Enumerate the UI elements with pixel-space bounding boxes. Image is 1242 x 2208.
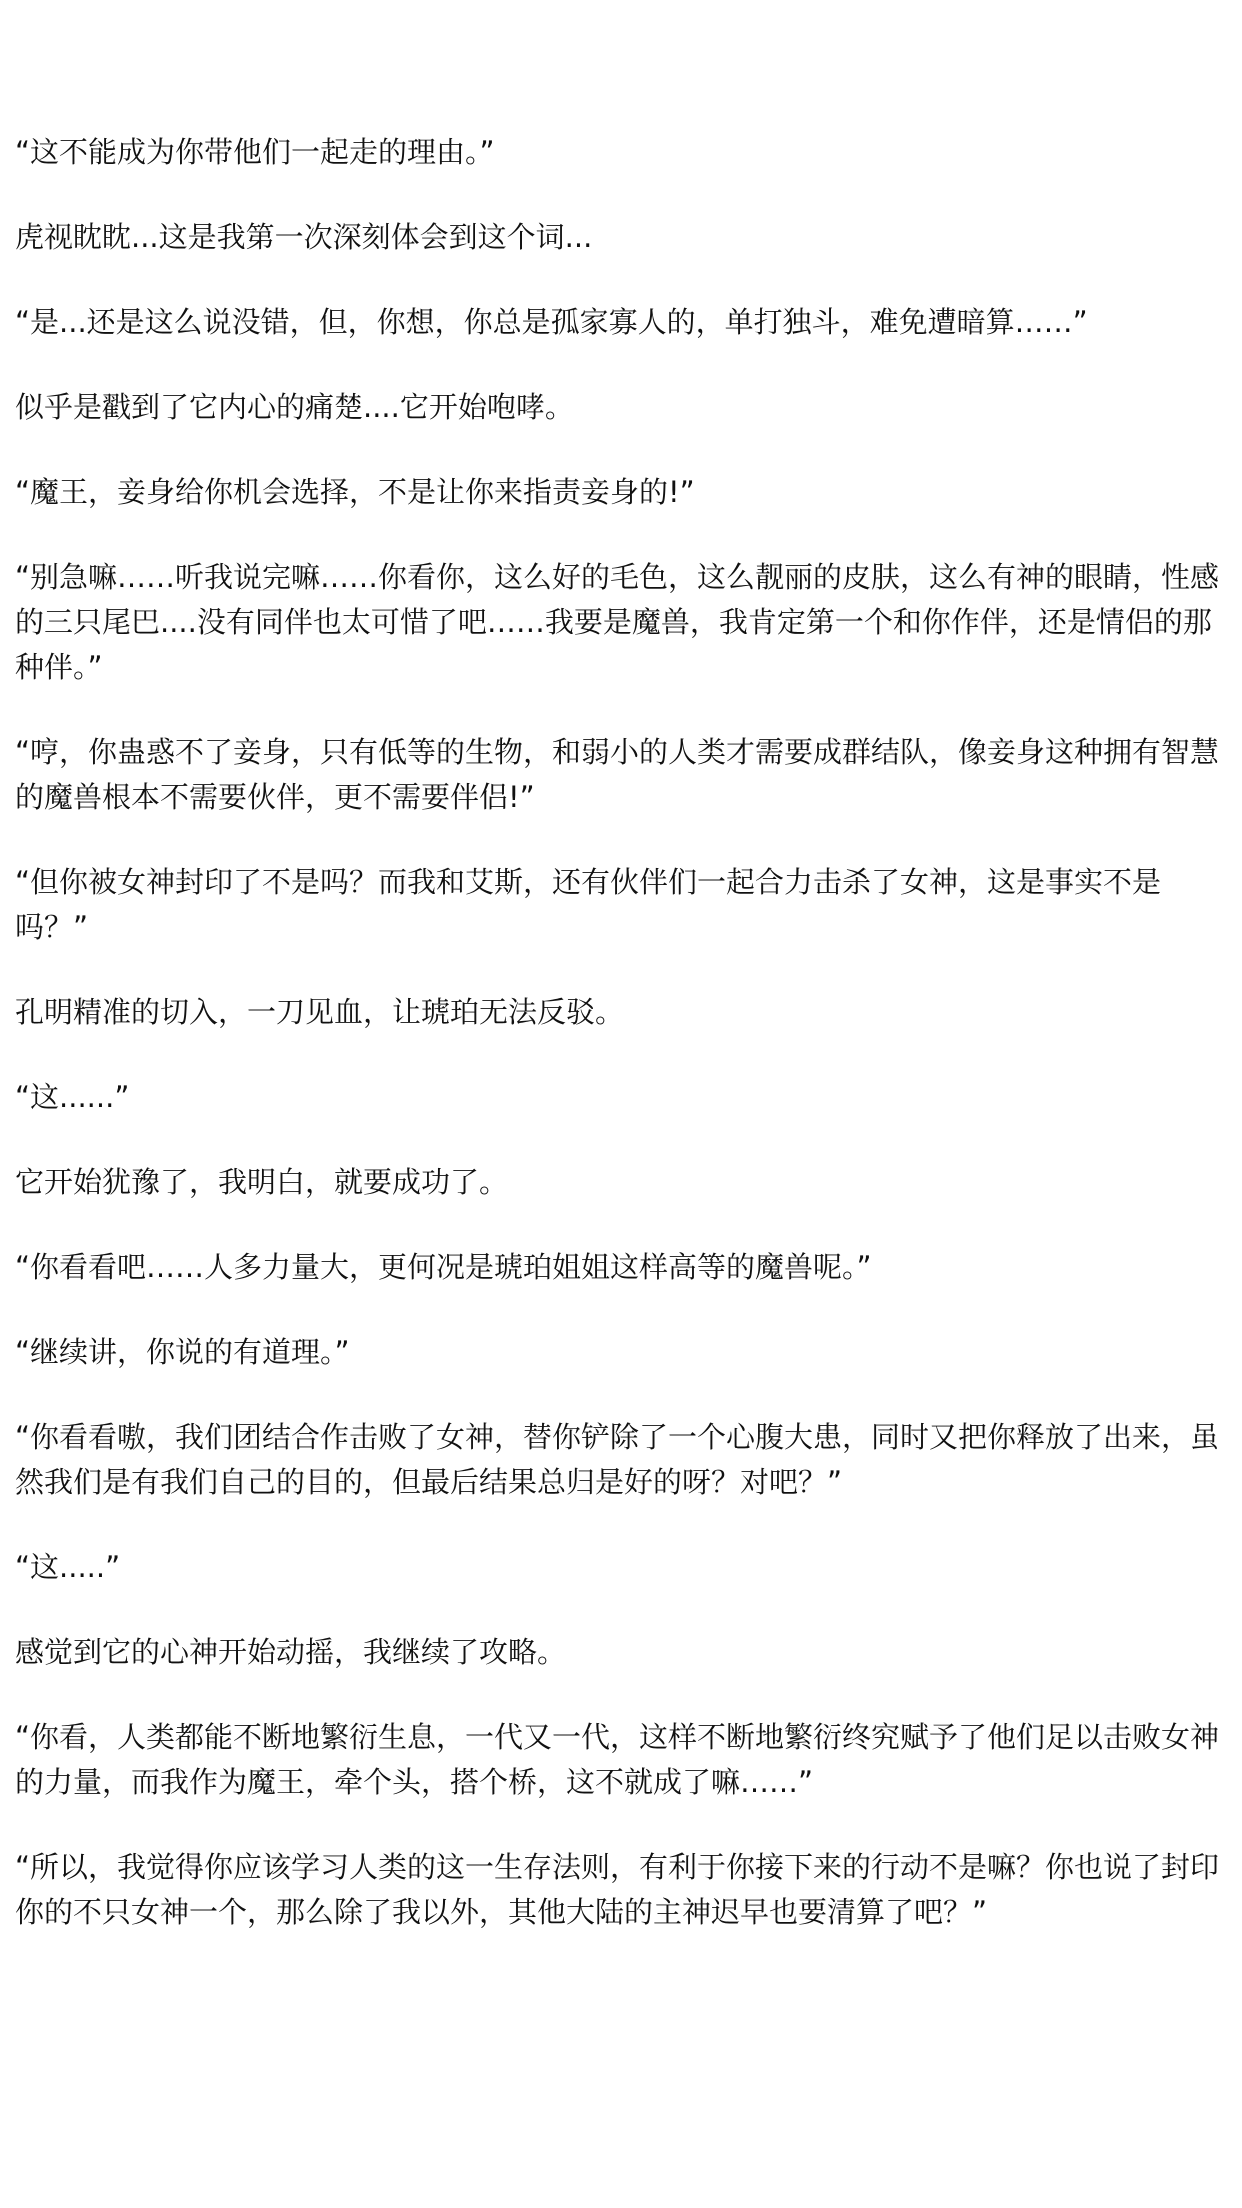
paragraph: “你看看嗷，我们团结合作击败了女神，替你铲除了一个心腹大患，同时又把你释放了出来，虽然我们是有我们自己的目的，但最后结果总归是好的呀？对吧？” bbox=[15, 1420, 1220, 1499]
paragraph: “这......” bbox=[15, 1080, 130, 1114]
paragraph: “这不能成为你带他们一起走的理由。” bbox=[15, 135, 495, 169]
paragraph: “你看看吧……人多力量大，更何况是琥珀姐姐这样高等的魔兽呢。” bbox=[15, 1250, 872, 1284]
paragraph: “哼，你蛊惑不了妾身，只有低等的生物，和弱小的人类才需要成群结队，像妾身这种拥有智慧的魔兽根本不需要伙伴，更不需要伴侣!” bbox=[15, 735, 1220, 814]
chapter-text bbox=[15, 130, 1227, 1975]
paragraph: “继续讲，你说的有道理。” bbox=[15, 1335, 350, 1369]
paragraph: 似乎是戳到了它内心的痛楚....它开始咆哮。 bbox=[15, 390, 574, 424]
paragraph: “是...还是这么说没错，但，你想，你总是孤家寡人的，单打独斗，难免遭暗算……” bbox=[15, 305, 1088, 339]
paragraph: 孔明精准的切入，一刀见血，让琥珀无法反驳。 bbox=[15, 995, 625, 1029]
paragraph: “但你被女神封印了不是吗？而我和艾斯，还有伙伴们一起合力击杀了女神，这是事实不是吗？” bbox=[15, 865, 1162, 944]
paragraph: 感觉到它的心神开始动摇，我继续了攻略。 bbox=[15, 1635, 567, 1669]
paragraph: “所以，我觉得你应该学习人类的这一生存法则，有利于你接下来的行动不是嘛？你也说了封印你的不只女神一个，那么除了我以外，其他大陆的主神迟早也要清算了吧？” bbox=[15, 1850, 1220, 1929]
paragraph: “别急嘛……听我说完嘛……你看你，这么好的毛色，这么靓丽的皮肤，这么有神的眼睛，性感的三只尾巴....没有同伴也太可惜了吧……我要是魔兽，我肯定第一个和你作伴，还是情侣的那种伴。” bbox=[15, 560, 1220, 684]
paragraph: 虎视眈眈...这是我第一次深刻体会到这个词... bbox=[15, 220, 593, 254]
paragraph: “这.....” bbox=[15, 1550, 121, 1584]
paragraph: 它开始犹豫了，我明白，就要成功了。 bbox=[15, 1165, 509, 1199]
paragraph: “你看，人类都能不断地繁衍生息，一代又一代，这样不断地繁衍终究赋予了他们足以击败女神的力量，而我作为魔王，牵个头，搭个桥，这不就成了嘛……” bbox=[15, 1720, 1220, 1799]
paragraph: “魔王，妾身给你机会选择，不是让你来指责妾身的!” bbox=[15, 475, 695, 509]
